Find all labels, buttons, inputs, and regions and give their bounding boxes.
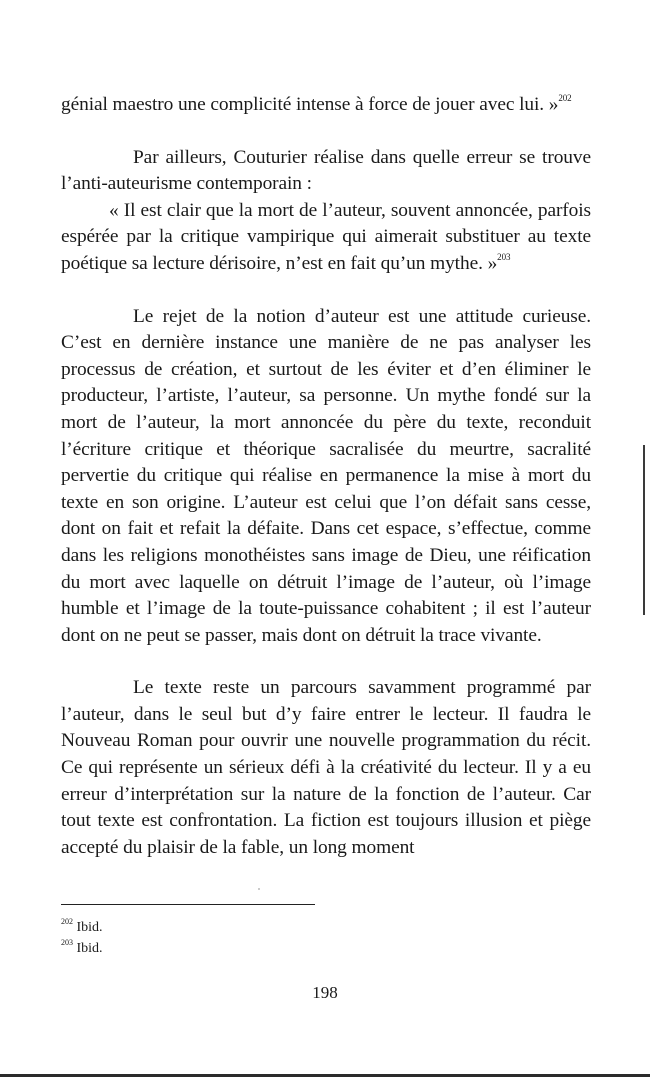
main-text	[61, 92, 591, 861]
scan-speck	[258, 888, 260, 890]
footnote-202: $^{202}$ Ibid.	[61, 917, 103, 935]
paragraph-continuation: génial maestro une complicité intense à force de jouer avec lui. »$^{202}$	[61, 92, 572, 115]
footnote-ref-202[interactable]: 202	[558, 92, 572, 103]
paragraph-text-journey: Le texte reste un parcours savamment programmé par l’auteur, dans le seul but d’y faire entrer le lecteur. Il faudra le Nouveau Roman pour ouvrir une nouvelle programmation du récit. Ce qui représente un sérieux défi à la créativité du lecteur. Il y a eu erreur d’interprétation sur la nature de la fonction de l’auteur. Car tout texte est confrontation. La fiction est toujours illusion et piège accepté du plaisir de la fable, un long moment	[61, 677, 591, 858]
paragraph-author-rejection: Le rejet de la notion d’auteur est une attitude curieuse. C’est en dernière instance une manière de ne pas analyser les processus de création, et surtout de les éviter et d’en éliminer le producteur, l’artiste, l’auteur, sa personne. Un mythe fondé sur la mort de l’auteur, la mort annoncée du père du texte, reconduit l’écriture critique et théorique sacralisée du meurtre, sacralité pervertie du critique qui réalise en permanence la mise à mort du texte en son origine. L’auteur est celui que l’on défait sans cesse, dont on fait et refait la défaite. Dans cet espace, s’effectue, comme dans les religions monothéistes sans image de Dieu, une réification du mort avec laquelle on détruit l’image de l’auteur, où l’image humble et l’image de la toute-puissance cohabitent ; il est l’auteur dont on ne peut se passer, mais dont on détruit la trace vivante.	[61, 305, 591, 646]
footnotes	[61, 917, 103, 959]
page-number: 198	[312, 983, 338, 1002]
paragraph-gap	[61, 119, 591, 145]
footnote-ref-203[interactable]: 203	[497, 251, 511, 262]
paragraph-gap	[61, 278, 591, 304]
footnote-203: $^{203}$ Ibid.	[61, 938, 103, 956]
scan-edge-right	[643, 445, 645, 615]
quotation: « Il est clair que la mort de l’auteur, souvent annoncée, parfois espérée par la critique vampirique qui aimerait substituer au texte poétique sa lecture dérisoire, n’est en fait qu’un mythe. »$^{203}$	[61, 199, 591, 274]
scan-edge-bottom	[0, 1074, 650, 1077]
footnote-separator	[61, 904, 315, 905]
paragraph-gap	[61, 649, 591, 675]
paragraph-intro-quote: Par ailleurs, Couturier réalise dans quelle erreur se trouve l’anti-auteurisme contemporain :	[61, 146, 591, 195]
